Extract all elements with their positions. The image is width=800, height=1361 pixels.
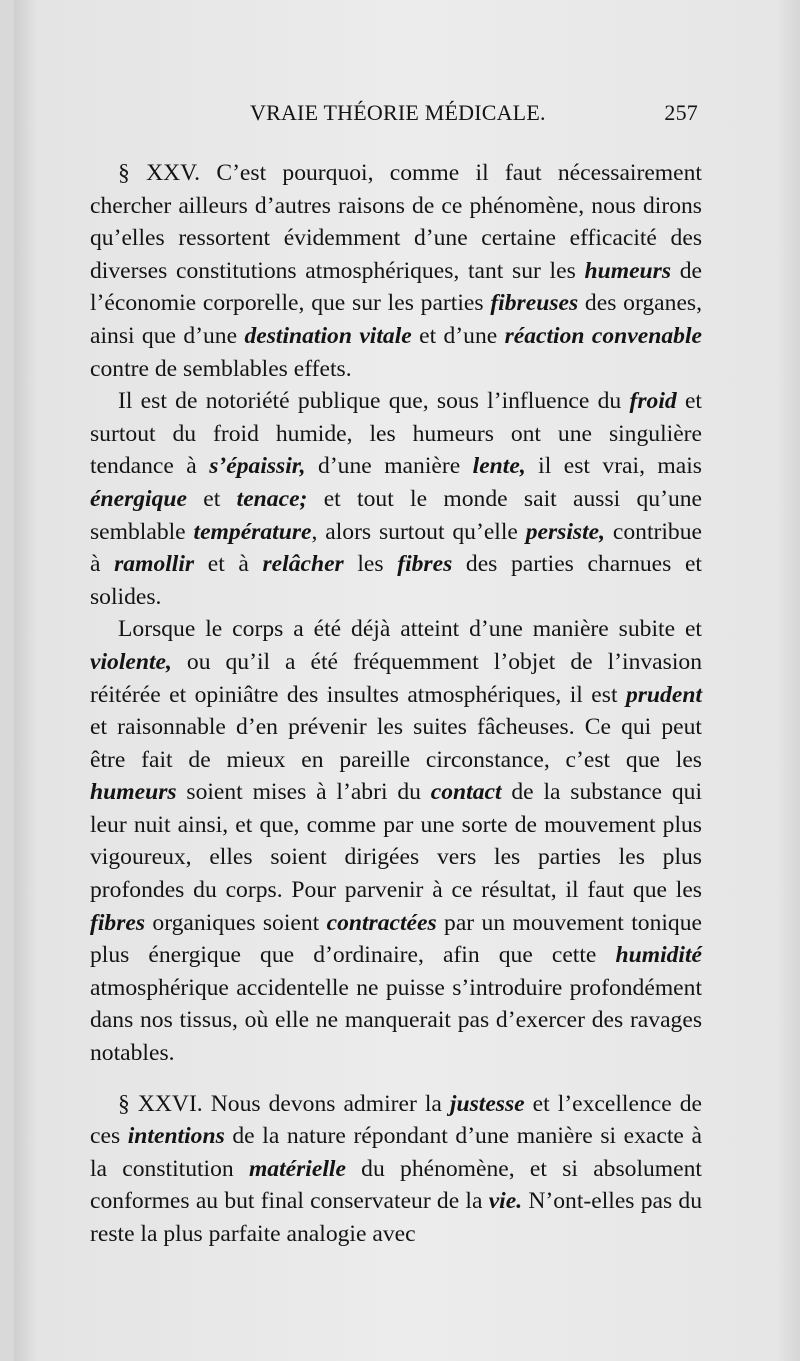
body-text xyxy=(90,157,702,1251)
paragraph-section-xxv: § XXV. C’est pourquoi, comme il faut nécessairement chercher ailleurs d’autres raisons de ce phénomène, nous dirons qu’elles ressortent évidemment d’une certaine efficacité des diverses constitutions atmosphériques, tant sur les humeurs de l’économie corporelle, que sur les parties fibreuses des organes, ainsi que d’une destination vitale et d’une réaction convenable contre de semblables effets. xyxy=(90,160,703,382)
page-header xyxy=(90,96,702,132)
paragraph-cold-humidity: Il est de notoriété publique que, sous l’influence du froid et surtout du froid humide, les humeurs ont une singulière tendance à s’épaissir, d’une manière lente, il est vrai, mais énergique et tenace; et tout le monde sait aussi qu’une semblable température, alors surtout qu’elle persiste, contribue à ramollir et à relâcher les fibres des parties charnues et solides. xyxy=(90,388,703,610)
page-number: 257 xyxy=(664,100,698,125)
paragraph-section-xxvi: § XXVI. Nous devons admirer la justesse et l’excellence de ces intentions de la nature répondant d’une manière si exacte à la constitution matérielle du phénomène, et si absolument conformes au but final conservateur de la vie. N’ont-elles pas du reste la plus parfaite analogie avec xyxy=(90,1090,702,1247)
book-page xyxy=(14,0,800,1361)
paragraph-prevention: Lorsque le corps a été déjà atteint d’une manière subite et violente, ou qu’il a été fréquemment l’objet de l’invasion réitérée et opiniâtre des insultes atmosphériques, il est prudent et raisonnable d’en prévenir les suites fâcheuses. Ce qui peut être fait de mieux en pareille circonstance, c’est que les humeurs soient mises à l’abri du contact de la substance qui leur nuit ainsi, et que, comme par une sorte de mouvement plus vigoureux, elles soient dirigées vers les parties les plus profondes du corps. Pour parvenir à ce résultat, il faut que les fibres organiques soient contractées par un mouvement tonique plus énergique que d’ordinaire, afin que cette humidité atmosphérique accidentelle ne puisse s’introduire profondément dans nos tissus, où elle ne manquerait pas d’exercer des ravages notables. xyxy=(90,616,703,1067)
running-title: VRAIE THÉORIE MÉDICALE. xyxy=(250,100,546,125)
